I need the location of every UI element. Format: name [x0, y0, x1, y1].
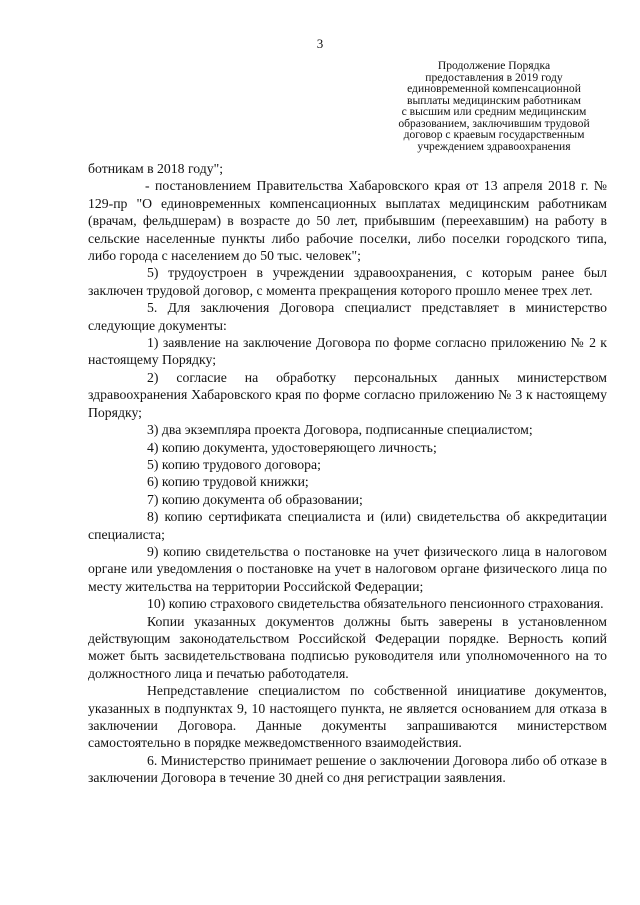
header-line: Продолжение Порядка	[437, 59, 551, 72]
paragraph: Копии указанных документов должны быть заверены в установленном действующим законодательством Российской Федерации порядке. Верность копий может быть засвидетельствована подписью руководителя или уполномоченного на то должностного лица и печатью работодателя.	[88, 613, 607, 681]
list-item: 5) копию трудового договора;	[147, 456, 321, 472]
list-item: 2) согласие на обработку персональных данных министерством здравоохранения Хабаровского края по форме согласно приложению № 3 к настоящему Порядку;	[88, 369, 607, 420]
header-line: выплаты медицинским работникам	[406, 93, 582, 107]
paragraph: 5. Для заключения Договора специалист представляет в министерство следующие документы:	[88, 300, 607, 333]
header-line: учреждением здравоохранения	[417, 139, 571, 153]
list-item: 3) два экземпляра проекта Договора, подписанные специалистом;	[147, 422, 533, 438]
paragraph: Непредставление специалистом по собственной инициативе документов, указанных в подпунктах 9, 10 настоящего пункта, не является основанием для отказа в заключении Договора. Данные документы запрашиваются министерством самостоятельно в порядке межведомственного взаимодействия.	[88, 683, 607, 751]
header-line: образованием, заключившим трудовой	[398, 116, 590, 130]
list-item: 10) копию страхового свидетельства обязательного пенсионного страхования.	[147, 596, 604, 612]
paragraph: ботникам в 2018 году";	[88, 161, 224, 176]
header-line: единовременной компенсационной	[407, 82, 581, 95]
list-item: 4) копию документа, удостоверяющего личность;	[147, 439, 437, 455]
list-item: 8) копию сертификата специалиста и (или) свидетельства об аккредитации специалиста;	[88, 509, 607, 542]
document-body	[88, 160, 607, 787]
list-item: 6) копию трудовой книжки;	[147, 474, 309, 490]
header-continuation-block	[394, 60, 594, 152]
page-number: 3	[316, 36, 324, 51]
header-line: предоставления в 2019 году	[425, 70, 563, 84]
header-line: договор с краевым государственным	[403, 128, 585, 141]
paragraph: 5) трудоустроен в учреждении здравоохранения, с которым ранее был заключен трудовой договор, с момента прекращения которого прошло менее трех лет.	[88, 265, 607, 298]
header-line: с высшим или средним медицинским	[401, 105, 587, 118]
list-item: 9) копию свидетельства о постановке на учет физического лица в налоговом органе или уведомления о постановке на учет в налоговом органе физического лица по месту жительства на территории Российской Федерации;	[88, 543, 607, 594]
list-item: 7) копию документа об образовании;	[147, 491, 363, 507]
paragraph: - постановлением Правительства Хабаровского края от 13 апреля 2018 г. № 129-пр "О единовременных компенсационных выплатах медицинским работникам (врачам, фельдшерам) в возрасте до 50 лет, прибывшим (переехавшим) на работу в сельские населенные пункты либо рабочие поселки, либо поселки городского типа, либо города с населением до 50 тыс. человек";	[88, 178, 607, 264]
list-item: 1) заявление на заключение Договора по форме согласно приложению № 2 к настоящему Порядку;	[88, 335, 607, 368]
paragraph: 6. Министерство принимает решение о заключении Договора либо об отказе в заключении Договора в течение 30 дней со дня регистрации заявления.	[88, 752, 607, 786]
